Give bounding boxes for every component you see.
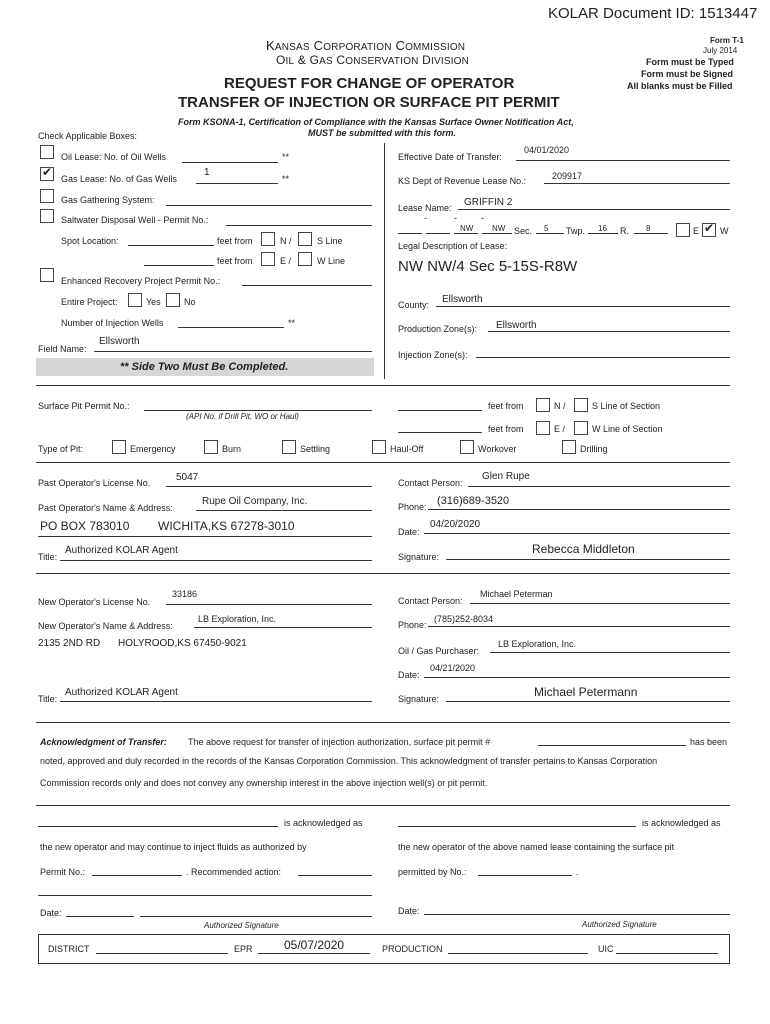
eor-checkbox[interactable]: [40, 268, 54, 282]
right-ack-field[interactable]: [398, 826, 636, 827]
epr-label: EPR: [234, 944, 253, 954]
new-license-label: New Operator's License No.: [38, 597, 151, 607]
spot-w-checkbox[interactable]: [298, 252, 312, 266]
pit-e-checkbox[interactable]: [536, 421, 550, 435]
legal-quarter-2[interactable]: [426, 233, 450, 234]
twp-label: Twp.: [566, 226, 586, 236]
past-address-line[interactable]: [38, 536, 372, 537]
effective-date-value: 04/01/2020: [524, 145, 570, 155]
ack-line1-end: has been: [690, 737, 728, 747]
spot-feet-ew-field[interactable]: [144, 265, 214, 266]
twp-line[interactable]: [588, 233, 618, 234]
twp-value: 16: [598, 224, 607, 233]
section-divider-2: [36, 462, 730, 463]
spot-w-label: W Line: [317, 256, 346, 266]
legal-quarter-4-value: NW: [492, 224, 506, 233]
pit-type-settling-checkbox[interactable]: [282, 440, 296, 454]
form-number: Form T-1: [710, 36, 744, 45]
past-name-value: Rupe Oil Company, Inc.: [202, 496, 308, 507]
section-divider-4: [36, 722, 730, 723]
past-contact-line[interactable]: [468, 486, 730, 487]
pit-s-label: S Line of Section: [592, 401, 661, 411]
past-signature-value: Rebecca Middleton: [532, 542, 635, 556]
pit-w-checkbox[interactable]: [574, 421, 588, 435]
pit-feet-ns-field[interactable]: [398, 410, 482, 411]
new-signature-value: Michael Petermann: [534, 685, 638, 699]
spot-s-label: S Line: [317, 236, 343, 246]
new-name-label: New Operator's Name & Address:: [38, 621, 173, 631]
pit-type-emergency-label: Emergency: [130, 444, 176, 454]
purchaser-line[interactable]: [490, 652, 730, 653]
pit-type-workover-label: Workover: [478, 444, 517, 454]
permitted-by-period: .: [576, 867, 579, 877]
form-typed-note: Form must be Typed: [646, 57, 734, 67]
field-name-line[interactable]: [94, 351, 372, 352]
new-phone-line[interactable]: [428, 626, 730, 627]
injection-wells-field[interactable]: [178, 327, 284, 328]
production-field[interactable]: [448, 953, 588, 954]
range-w-checkbox[interactable]: [702, 223, 716, 237]
check-boxes-label: Check Applicable Boxes:: [38, 131, 138, 141]
oil-wells-field[interactable]: [182, 162, 278, 163]
entire-project-label: Entire Project:: [61, 297, 118, 307]
field-name-value: Ellsworth: [99, 336, 140, 347]
past-date-label: Date:: [398, 527, 420, 537]
ks-lease-value: 209917: [552, 171, 583, 181]
past-title-value: Authorized KOLAR Agent: [65, 545, 178, 556]
gas-wells-stars: **: [282, 174, 290, 184]
surface-pit-note: (API No. if Drill Pit, WO or Haul): [186, 412, 299, 421]
ack-line1: The above request for transfer of injection authorization, surface pit permit #: [188, 737, 491, 747]
right-ack-label: is acknowledged as: [642, 818, 721, 828]
new-contact-label: Contact Person:: [398, 596, 463, 606]
pit-type-workover-checkbox[interactable]: [460, 440, 474, 454]
new-name-value: LB Exploration, Inc.: [198, 614, 277, 624]
new-date-line[interactable]: [424, 677, 730, 678]
pit-feet-from-label-2: feet from: [488, 424, 524, 434]
past-phone-value: (316)689-3520: [437, 495, 510, 507]
injection-zone-line[interactable]: [476, 357, 730, 358]
range-e-label: E: [693, 226, 700, 236]
county-line[interactable]: [436, 306, 730, 307]
form-signed-note: Form must be Signed: [641, 69, 734, 79]
new-date-value: 04/21/2020: [430, 663, 476, 673]
gas-lease-checkbox[interactable]: [40, 167, 54, 181]
form-blanks-note: All blanks must be Filled: [627, 81, 733, 91]
ack-label: Acknowledgment of Transfer:: [40, 737, 167, 747]
past-title-line[interactable]: [60, 560, 372, 561]
spot-e-checkbox[interactable]: [261, 252, 275, 266]
range-value: 8: [646, 224, 651, 233]
spot-feet-from-label: feet from: [217, 236, 253, 246]
surface-pit-field[interactable]: [144, 410, 372, 411]
spot-e-label: E /: [280, 256, 292, 266]
legal-dash-1: -: [424, 213, 427, 223]
legal-dash-2: -: [454, 213, 457, 223]
past-address-2: WICHITA,KS 67278-3010: [158, 519, 295, 533]
left-date-field[interactable]: [66, 916, 134, 917]
field-name-label: Field Name:: [38, 344, 87, 354]
agency-name: KANSAS CORPORATION COMMISSION: [266, 38, 466, 53]
pit-type-burn-checkbox[interactable]: [204, 440, 218, 454]
swd-permit-field[interactable]: [226, 225, 372, 226]
spot-n-label: N /: [280, 236, 292, 246]
pit-type-label: Type of Pit:: [38, 444, 84, 454]
bottom-permit-label: Permit No.:: [40, 867, 86, 877]
legal-description-label: Legal Description of Lease:: [398, 241, 508, 251]
gas-lease-label: Gas Lease: No. of Gas Wells: [61, 174, 177, 184]
new-license-value: 33186: [172, 589, 198, 599]
pit-s-checkbox[interactable]: [574, 398, 588, 412]
past-license-label: Past Operator's License No.: [38, 478, 151, 488]
ksona-note-line1: Form KSONA-1, Certification of Compliance with the Kansas Surface Owner Notification Act,: [178, 117, 574, 127]
swd-label: Saltwater Disposal Well - Permit No.:: [61, 215, 209, 225]
gas-wells-value: 1: [204, 167, 210, 178]
production-zone-value: Ellsworth: [496, 320, 537, 331]
injection-wells-stars: **: [288, 318, 296, 328]
oil-lease-checkbox[interactable]: [40, 145, 54, 159]
injection-wells-label: Number of Injection Wells: [61, 318, 164, 328]
bottom-permit-field[interactable]: [92, 875, 182, 876]
left-date-label: Date:: [40, 908, 62, 918]
county-value: Ellsworth: [442, 294, 483, 305]
gas-gathering-label: Gas Gathering System:: [61, 195, 155, 205]
left-signature-field[interactable]: [140, 916, 372, 917]
form-date: July 2014: [703, 46, 738, 55]
spot-location-label: Spot Location:: [61, 236, 119, 246]
right-operator-text: the new operator of the above named lease containing the surface pit: [398, 842, 675, 852]
spot-feet-ns-field[interactable]: [128, 245, 214, 246]
purchaser-value: LB Exploration, Inc.: [498, 639, 577, 649]
recommended-action-line-2[interactable]: [38, 895, 372, 896]
past-signature-label: Signature:: [398, 552, 440, 562]
past-name-label: Past Operator's Name & Address:: [38, 503, 173, 513]
entire-project-no-checkbox[interactable]: [166, 293, 180, 307]
new-date-label: Date:: [398, 670, 420, 680]
legal-description-value: NW NW/4 Sec 5-15S-R8W: [398, 258, 578, 275]
right-date-field[interactable]: [424, 914, 730, 915]
past-phone-label: Phone:: [398, 502, 427, 512]
column-divider: [384, 143, 385, 379]
side-two-text: ** Side Two Must Be Completed.: [120, 361, 289, 373]
pit-feet-from-label: feet from: [488, 401, 524, 411]
oil-wells-stars: **: [282, 152, 290, 162]
new-title-line[interactable]: [60, 701, 372, 702]
ack-permit-field[interactable]: [538, 745, 686, 746]
left-operator-text: the new operator and may continue to inject fluids as authorized by: [40, 842, 307, 852]
effective-date-label: Effective Date of Transfer:: [398, 152, 502, 162]
checkmark-icon: ✔: [42, 165, 53, 179]
gas-gathering-checkbox[interactable]: [40, 189, 54, 203]
section-divider-3: [36, 573, 730, 574]
ack-line3: Commission records only and does not convey any ownership interest in the above injection well(s) or pit permit.: [40, 778, 488, 788]
pit-type-settling-label: Settling: [300, 444, 331, 454]
ack-line2: noted, approved and duly recorded in the records of the Kansas Corporation Commission. This acknowledgment of transfer pertains to Kansas Corporation: [40, 756, 658, 766]
range-e-checkbox[interactable]: [676, 223, 690, 237]
spot-s-checkbox[interactable]: [298, 232, 312, 246]
county-label: County:: [398, 300, 430, 310]
recommended-action-label: . Recommended action:: [186, 867, 282, 877]
eor-permit-field[interactable]: [242, 285, 372, 286]
sec-value: 5: [544, 224, 549, 233]
left-auth-signature-label: Authorized Signature: [204, 921, 279, 930]
uic-label: UIC: [598, 944, 614, 954]
gas-gathering-field[interactable]: [166, 205, 372, 206]
past-contact-value: Glen Rupe: [482, 471, 530, 482]
form-title-line1: REQUEST FOR CHANGE OF OPERATOR: [224, 75, 515, 92]
past-address-1: PO BOX 783010: [40, 519, 130, 533]
lease-name-value: GRIFFIN 2: [464, 197, 513, 208]
new-contact-line[interactable]: [470, 603, 730, 604]
legal-quarter-1[interactable]: [398, 233, 422, 234]
purchaser-label: Oil / Gas Purchaser:: [398, 646, 480, 656]
new-title-label: Title:: [38, 694, 58, 704]
permitted-by-label: permitted by No.:: [398, 867, 467, 877]
new-phone-label: Phone:: [398, 620, 427, 630]
epr-field[interactable]: [258, 953, 370, 954]
epr-date-value: 05/07/2020: [284, 938, 345, 952]
past-date-value: 04/20/2020: [430, 519, 481, 530]
pit-feet-ew-field[interactable]: [398, 432, 482, 433]
surface-pit-label: Surface Pit Permit No.:: [38, 401, 130, 411]
pit-type-drilling-checkbox[interactable]: [562, 440, 576, 454]
sec-label: Sec.: [514, 226, 533, 236]
ksona-note-line2: MUST be submitted with this form.: [308, 128, 456, 138]
range-w-label: W: [720, 226, 729, 236]
spot-feet-from-label-2: feet from: [217, 256, 253, 266]
pit-type-burn-label: Burn: [222, 444, 242, 454]
district-field[interactable]: [96, 953, 228, 954]
new-name-line[interactable]: [194, 627, 372, 628]
division-name: OIL & GAS CONSERVATION DIVISION: [276, 53, 470, 67]
pit-type-drilling-label: Drilling: [580, 444, 608, 454]
new-title-value: Authorized KOLAR Agent: [65, 687, 178, 698]
past-license-line[interactable]: [166, 486, 372, 487]
ks-lease-line[interactable]: [544, 183, 730, 184]
injection-zone-label: Injection Zone(s):: [398, 350, 468, 360]
range-label: R.: [620, 226, 629, 236]
past-contact-label: Contact Person:: [398, 478, 463, 488]
checkmark-icon: ✔: [704, 221, 715, 235]
entire-project-no-label: No: [184, 297, 196, 307]
new-contact-value: Michael Peterman: [480, 589, 553, 599]
production-zone-label: Production Zone(s):: [398, 324, 478, 334]
recommended-action-field[interactable]: [298, 875, 372, 876]
pit-n-label: N /: [554, 401, 566, 411]
range-line[interactable]: [634, 233, 668, 234]
pit-w-label: W Line of Section: [592, 424, 663, 434]
past-phone-line[interactable]: [428, 509, 730, 510]
left-ack-label: is acknowledged as: [284, 818, 363, 828]
past-date-line[interactable]: [424, 533, 730, 534]
past-license-value: 5047: [176, 472, 199, 483]
pit-e-label: E /: [554, 424, 566, 434]
pit-n-checkbox[interactable]: [536, 398, 550, 412]
entire-project-yes-label: Yes: [146, 297, 161, 307]
effective-date-line[interactable]: [516, 160, 730, 161]
pit-type-hauloff-label: Haul-Off: [390, 444, 424, 454]
new-address-1: 2135 2ND RD: [38, 638, 101, 649]
swd-checkbox[interactable]: [40, 209, 54, 223]
left-ack-field[interactable]: [38, 826, 278, 827]
section-divider-1: [36, 385, 730, 386]
past-name-line[interactable]: [196, 510, 372, 511]
new-address-2: HOLYROOD,KS 67450-9021: [118, 638, 247, 649]
permitted-by-field[interactable]: [478, 875, 572, 876]
ks-lease-label: KS Dept of Revenue Lease No.:: [398, 176, 527, 186]
right-date-label: Date:: [398, 906, 420, 916]
sec-line[interactable]: [536, 233, 564, 234]
form-title-line2: TRANSFER OF INJECTION OR SURFACE PIT PERMIT: [178, 94, 560, 111]
spot-n-checkbox[interactable]: [261, 232, 275, 246]
past-signature-line[interactable]: [446, 559, 730, 560]
right-auth-signature-label: Authorized Signature: [582, 920, 657, 929]
lease-name-line[interactable]: [458, 209, 730, 210]
section-divider-5: [36, 805, 730, 806]
oil-lease-label: Oil Lease: No. of Oil Wells: [61, 152, 166, 162]
new-signature-label: Signature:: [398, 694, 440, 704]
pit-type-emergency-checkbox[interactable]: [112, 440, 126, 454]
past-title-label: Title:: [38, 552, 58, 562]
production-zone-line[interactable]: [488, 331, 730, 332]
production-label: PRODUCTION: [382, 944, 443, 954]
legal-quarter-4[interactable]: [482, 233, 512, 234]
gas-wells-field[interactable]: [196, 183, 278, 184]
legal-dash-3: -: [481, 213, 484, 223]
legal-quarter-3-value: NW: [460, 224, 474, 233]
uic-field[interactable]: [616, 953, 718, 954]
eor-label: Enhanced Recovery Project Permit No.:: [61, 276, 221, 286]
pit-type-hauloff-checkbox[interactable]: [372, 440, 386, 454]
district-label: DISTRICT: [48, 944, 90, 954]
new-license-line[interactable]: [166, 604, 372, 605]
new-signature-line[interactable]: [446, 701, 730, 702]
legal-quarter-3[interactable]: [454, 233, 478, 234]
lease-name-label: Lease Name:: [398, 203, 452, 213]
entire-project-yes-checkbox[interactable]: [128, 293, 142, 307]
new-phone-value: (785)252-8034: [434, 614, 494, 624]
document-id: KOLAR Document ID: 1513447: [548, 5, 758, 22]
